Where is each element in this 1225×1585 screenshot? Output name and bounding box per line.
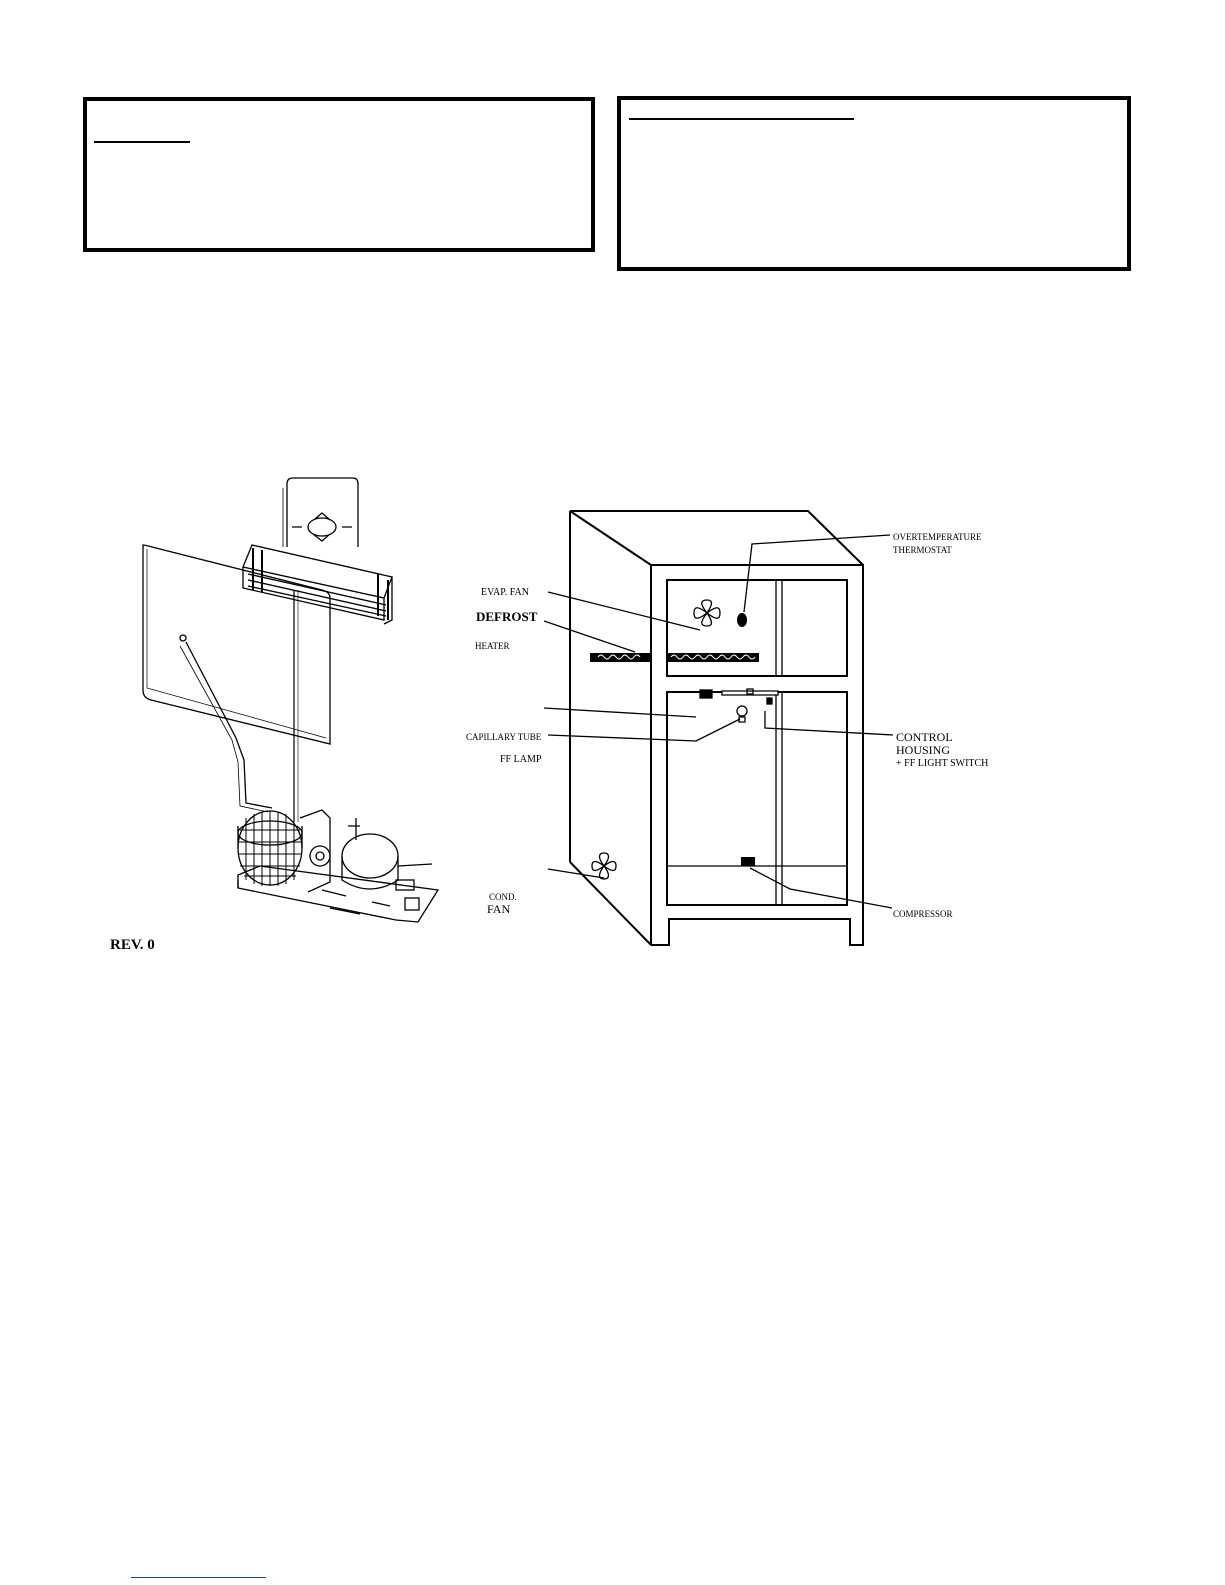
label-capillary-tube: CAPILLARY TUBE xyxy=(466,732,542,742)
ff-lamp-icon xyxy=(737,706,747,716)
label-fan: FAN xyxy=(487,902,511,916)
defrost-heater-icon xyxy=(590,653,759,662)
label-ff-light-switch: + FF LIGHT SWITCH xyxy=(896,758,989,769)
control-housing-icon xyxy=(700,689,778,722)
refrigerator-cabinet xyxy=(570,511,863,945)
label-compressor: COMPRESSOR xyxy=(893,909,953,919)
leader-thermostat xyxy=(744,535,890,612)
footer-link-underline xyxy=(131,1577,266,1578)
label-control: CONTROL xyxy=(896,730,953,744)
evaporator-fan-icon xyxy=(292,513,352,541)
evap-fan-icon xyxy=(694,600,720,626)
label-defrost: DEFROST xyxy=(476,609,538,624)
leader-lines xyxy=(544,535,893,908)
label-evap-fan: EVAP. FAN xyxy=(481,587,529,598)
refrigeration-system-illustration xyxy=(143,478,438,922)
leader-control-housing xyxy=(765,711,893,735)
label-overtemperature: OVERTEMPERATURE xyxy=(893,532,982,542)
leader-capillary xyxy=(548,719,740,741)
evaporator-coil xyxy=(243,545,392,624)
leader-unlabeled xyxy=(544,708,696,717)
label-housing: HOUSING xyxy=(896,743,950,757)
label-cond: COND. xyxy=(489,892,517,902)
label-heater: HEATER xyxy=(475,641,510,651)
label-thermostat: THERMOSTAT xyxy=(893,545,952,555)
leader-defrost xyxy=(544,621,635,652)
label-ff-lamp: FF LAMP xyxy=(500,754,542,765)
cond-fan-icon xyxy=(592,853,616,879)
condenser-icon xyxy=(238,810,330,892)
leader-compressor xyxy=(750,868,892,908)
revision-label: REV. 0 xyxy=(110,937,155,953)
thermostat-icon xyxy=(737,613,747,627)
compressor-block-icon xyxy=(741,857,755,866)
compressor-icon xyxy=(322,818,432,914)
